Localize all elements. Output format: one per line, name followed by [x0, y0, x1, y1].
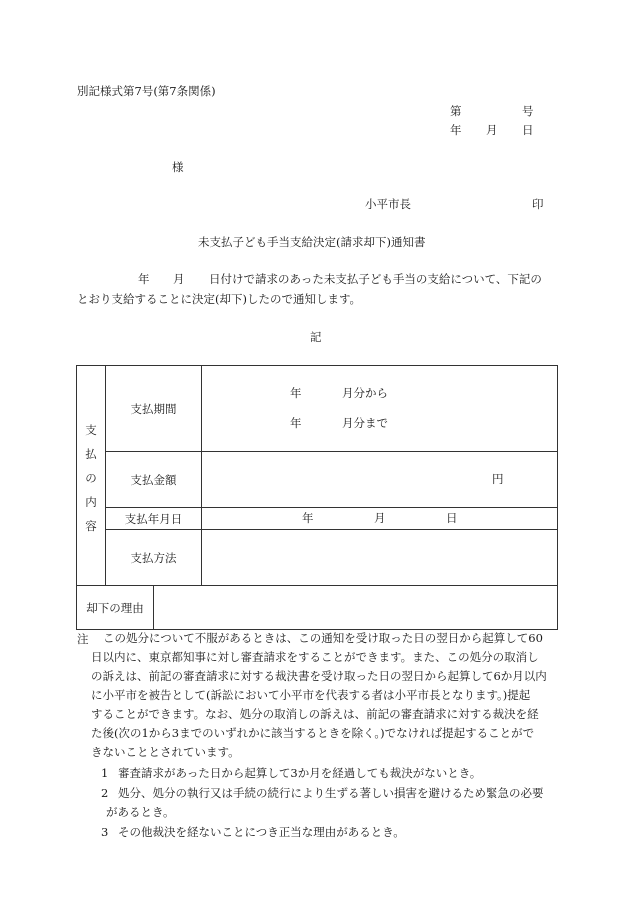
rejection-reason-label: 却下の理由 — [77, 586, 154, 630]
note-lead: 注 — [77, 632, 89, 646]
payment-date-label: 支払年月日 — [106, 508, 202, 530]
note-line: この処分について不服があるときは、この通知を受け取った日の翌日から起算して60 — [103, 631, 543, 645]
note-line: することができます。なお、処分の取消しの訴えは、前記の審査請求に対する裁決を経 — [91, 707, 539, 721]
amount-unit: 円 — [492, 472, 504, 486]
date-year: 年 — [450, 123, 462, 137]
date-month: 月 — [486, 123, 498, 137]
period-to-month: 月分まで — [342, 416, 388, 430]
payment-method-label: 支払方法 — [106, 530, 202, 586]
number-dai: 第 — [450, 104, 462, 118]
payment-amount-value — [202, 452, 558, 508]
payment-method-value — [202, 530, 558, 586]
period-to-year: 年 — [290, 416, 302, 430]
item-2-text: 処分、処分の執行又は手続の続行により生ずる著しい損害を避けるため緊急の必要 — [118, 786, 544, 800]
payment-period-value — [202, 366, 558, 452]
seal-mark: 印 — [532, 197, 544, 211]
note-line: きないこととされています。 — [91, 745, 240, 759]
note-line: の訴えは、前記の審査請求に対する裁決書を受け取った日の翌日から起算して6か月以内 — [91, 669, 547, 683]
item-3-text: その他裁決を経ないことにつき正当な理由があるとき。 — [118, 825, 405, 839]
item-2-text-cont: があるとき。 — [106, 805, 175, 819]
intro-line2: とおり支給することに決定(却下)したので通知します。 — [77, 292, 362, 306]
group-char-4: 内 — [85, 495, 97, 509]
intro-year: 年 — [138, 272, 150, 286]
intro-line1: 日付けで請求のあった未支払子ども手当の支給について、下記の — [209, 272, 542, 286]
intro-month: 月 — [173, 272, 185, 286]
pay-date-year: 年 — [302, 511, 314, 525]
period-from-year: 年 — [290, 386, 302, 400]
pay-date-month: 月 — [374, 511, 386, 525]
number-go: 号 — [522, 104, 534, 118]
issuer-name: 小平市長 — [365, 197, 411, 211]
group-char-2: 払 — [85, 447, 97, 461]
payment-details-table — [76, 365, 558, 630]
date-day: 日 — [522, 123, 534, 137]
group-char-5: 容 — [85, 519, 97, 533]
rejection-reason-value — [154, 586, 558, 630]
document-title: 未支払子ども手当支給決定(請求却下)通知書 — [198, 235, 426, 249]
group-char-3: の — [85, 471, 97, 485]
note-body — [91, 629, 547, 762]
group-char-1: 支 — [85, 423, 97, 437]
item-2-num: 2 — [101, 786, 109, 800]
item-1-text: 審査請求があった日から起算して3か月を経過しても裁決がないとき。 — [118, 766, 482, 780]
pay-date-day: 日 — [446, 511, 458, 525]
payment-content-group-label — [77, 366, 106, 586]
payment-period-label: 支払期間 — [106, 366, 202, 452]
addressee-sama: 様 — [172, 160, 184, 174]
payment-amount-label: 支払金額 — [106, 452, 202, 508]
item-3-num: 3 — [101, 825, 109, 839]
item-1-num: 1 — [101, 766, 109, 780]
note-line: に小平市を被告として(訴訟において小平市を代表する者は小平市長となります。)提起 — [91, 688, 531, 702]
note-line: 日以内に、東京都知事に対し審査請求をすることができます。また、この処分の取消し — [91, 650, 539, 664]
note-line: た後(次の1から3までのいずれかに該当するときを除く。)でなければ提起することがで — [91, 726, 535, 740]
ki-heading: 記 — [310, 330, 322, 344]
form-reference: 別記様式第7号(第7条関係) — [77, 84, 216, 98]
payment-date-value — [202, 508, 558, 530]
period-from-month: 月分から — [342, 386, 388, 400]
